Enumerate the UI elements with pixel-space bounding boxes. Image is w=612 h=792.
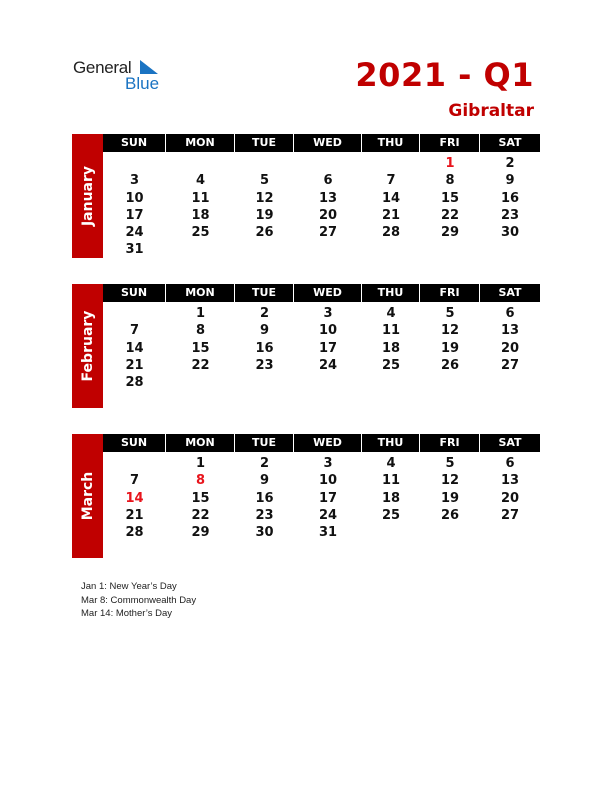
month-label-tab	[72, 434, 103, 558]
weekday-header	[103, 134, 540, 152]
week-row	[103, 455, 540, 472]
holiday-note: Mar 14: Mother’s Day	[81, 608, 172, 619]
empty-cell	[103, 305, 166, 322]
date-cell: 13	[318, 190, 338, 206]
empty-cell	[166, 155, 235, 172]
date-cell: 28	[125, 525, 144, 541]
date-cell: 8	[195, 323, 206, 339]
empty-cell	[480, 241, 540, 258]
date-cell: 14	[125, 340, 144, 356]
logo-triangle-icon	[140, 60, 158, 74]
date-cell: 5	[445, 456, 455, 471]
empty-cell	[166, 374, 235, 391]
date-cell: 2	[259, 456, 270, 471]
weekday-mon: MON	[166, 134, 235, 152]
weekday-wed: WED	[294, 134, 362, 152]
date-cell: 24	[125, 225, 144, 241]
date-cell: 5	[445, 306, 455, 321]
weekday-header	[103, 284, 540, 302]
date-cell: 24	[318, 507, 338, 523]
holiday-notes	[81, 580, 196, 621]
date-cell: 2	[505, 156, 515, 171]
weekday-tue: TUE	[235, 134, 294, 152]
date-cell: 27	[318, 225, 338, 241]
date-cell: 27	[500, 507, 520, 523]
month-name: January	[79, 165, 96, 227]
date-cell: 7	[129, 323, 140, 339]
date-cell: 17	[318, 490, 338, 506]
empty-cell	[235, 155, 294, 172]
date-cell: 18	[381, 490, 401, 506]
weekday-fri: FRI	[420, 134, 480, 152]
weekday-sat: SAT	[480, 134, 540, 152]
empty-cell	[362, 374, 420, 391]
month-name: March	[79, 471, 96, 521]
date-cell: 13	[500, 473, 520, 489]
date-cell: 15	[191, 490, 210, 506]
date-cell: 29	[440, 225, 460, 241]
weekday-mon: MON	[166, 284, 235, 302]
empty-cell	[294, 155, 362, 172]
date-cell: 18	[381, 340, 401, 356]
empty-cell	[294, 241, 362, 258]
country-name: Gibraltar	[448, 101, 534, 121]
weekday-header	[103, 434, 540, 452]
weekday-tue: TUE	[235, 284, 294, 302]
date-cell: 5	[259, 173, 270, 189]
week-row	[103, 524, 540, 541]
date-cell: 1	[195, 456, 206, 471]
week-row	[103, 207, 540, 224]
date-cell: 19	[440, 490, 460, 506]
week-row	[103, 507, 540, 524]
date-cell: 21	[125, 507, 144, 523]
date-cell: 9	[259, 323, 270, 339]
weekday-sat: SAT	[480, 434, 540, 452]
weekday-sun: SUN	[103, 284, 166, 302]
logo-text-blue: Blue	[125, 74, 160, 93]
date-cell: 8	[445, 173, 455, 189]
empty-cell	[420, 374, 480, 391]
empty-cell	[362, 524, 420, 541]
empty-cell	[420, 241, 480, 258]
month-january	[72, 134, 540, 258]
weekday-thu: THU	[362, 434, 420, 452]
date-cell: 2	[259, 306, 270, 321]
weekday-fri: FRI	[420, 284, 480, 302]
holiday-note: Mar 8: Commonwealth Day	[81, 594, 197, 606]
weekday-sun: SUN	[103, 134, 166, 152]
weekday-wed: WED	[294, 284, 362, 302]
date-cell: 28	[125, 375, 144, 391]
date-cell: 22	[191, 507, 210, 523]
date-cell: 15	[191, 340, 210, 356]
empty-cell	[103, 455, 166, 472]
date-cell: 19	[255, 207, 274, 223]
holiday-date-cell: 8	[195, 473, 206, 489]
weekday-thu: THU	[362, 284, 420, 302]
weekday-sat: SAT	[480, 284, 540, 302]
date-cell: 3	[323, 456, 333, 471]
date-cell: 11	[191, 190, 210, 206]
date-cell: 23	[255, 507, 274, 523]
date-cell: 22	[440, 207, 460, 223]
empty-cell	[420, 524, 480, 541]
date-cell: 6	[505, 306, 515, 321]
date-cell: 12	[440, 473, 460, 489]
week-row	[103, 241, 540, 258]
date-cell: 25	[381, 507, 401, 523]
date-cell: 15	[440, 190, 460, 206]
week-row	[103, 190, 540, 207]
day-grid	[103, 305, 540, 391]
weekday-fri: FRI	[420, 434, 480, 452]
month-march	[72, 434, 540, 558]
date-cell: 29	[191, 525, 210, 541]
date-cell: 12	[440, 323, 460, 339]
date-cell: 20	[500, 340, 520, 356]
empty-cell	[294, 374, 362, 391]
date-cell: 23	[255, 357, 274, 373]
month-label-tab	[72, 284, 103, 408]
date-cell: 7	[386, 173, 396, 189]
date-cell: 26	[440, 507, 460, 523]
date-cell: 28	[381, 225, 401, 241]
date-cell: 11	[381, 323, 401, 339]
week-row	[103, 322, 540, 339]
date-cell: 10	[125, 190, 144, 206]
date-cell: 11	[381, 473, 401, 489]
date-cell: 17	[125, 207, 144, 223]
date-cell: 9	[259, 473, 270, 489]
page-title: 2021 - Q1	[355, 56, 534, 94]
date-cell: 16	[255, 340, 274, 356]
date-cell: 30	[500, 225, 520, 241]
month-label-tab	[72, 134, 103, 258]
date-cell: 22	[191, 357, 210, 373]
date-cell: 26	[440, 357, 460, 373]
date-cell: 12	[255, 190, 274, 206]
week-row	[103, 172, 540, 189]
date-cell: 10	[318, 473, 338, 489]
date-cell: 3	[129, 173, 140, 189]
day-grid	[103, 455, 540, 541]
date-cell: 25	[191, 225, 210, 241]
date-cell: 4	[386, 456, 396, 471]
week-row	[103, 357, 540, 374]
date-cell: 4	[386, 306, 396, 321]
week-row	[103, 374, 540, 391]
empty-cell	[166, 241, 235, 258]
date-cell: 26	[255, 225, 274, 241]
weekday-tue: TUE	[235, 434, 294, 452]
week-row	[103, 224, 540, 241]
week-row	[103, 305, 540, 322]
date-cell: 7	[129, 473, 140, 489]
date-cell: 25	[381, 357, 401, 373]
holiday-date-cell: 1	[445, 156, 455, 171]
date-cell: 31	[125, 242, 144, 258]
date-cell: 27	[500, 357, 520, 373]
date-cell: 21	[381, 207, 401, 223]
date-cell: 24	[318, 357, 338, 373]
date-cell: 14	[381, 190, 401, 206]
empty-cell	[362, 241, 420, 258]
logo	[73, 58, 173, 98]
date-cell: 4	[195, 173, 206, 189]
date-cell: 3	[323, 306, 333, 321]
date-cell: 18	[191, 207, 210, 223]
month-february	[72, 284, 540, 408]
weekday-mon: MON	[166, 434, 235, 452]
empty-cell	[480, 524, 540, 541]
date-cell: 17	[318, 340, 338, 356]
date-cell: 31	[318, 525, 338, 541]
empty-cell	[235, 241, 294, 258]
empty-cell	[235, 374, 294, 391]
date-cell: 21	[125, 357, 144, 373]
empty-cell	[480, 374, 540, 391]
empty-cell	[103, 155, 166, 172]
date-cell: 6	[323, 173, 333, 189]
date-cell: 30	[255, 525, 274, 541]
week-row	[103, 155, 540, 172]
date-cell: 10	[318, 323, 338, 339]
date-cell: 23	[500, 207, 520, 223]
empty-cell	[362, 155, 420, 172]
week-row	[103, 472, 540, 489]
date-cell: 16	[255, 490, 274, 506]
day-grid	[103, 155, 540, 259]
date-cell: 19	[440, 340, 460, 356]
week-row	[103, 340, 540, 357]
date-cell: 9	[505, 173, 515, 189]
date-cell: 16	[500, 190, 520, 206]
holiday-note: Jan 1: New Year’s Day	[81, 581, 177, 592]
date-cell: 6	[505, 456, 515, 471]
weekday-wed: WED	[294, 434, 362, 452]
date-cell: 20	[318, 207, 338, 223]
date-cell: 1	[195, 306, 206, 321]
date-cell: 13	[500, 323, 520, 339]
weekday-thu: THU	[362, 134, 420, 152]
logo-text-general: General	[73, 58, 132, 77]
holiday-date-cell: 14	[125, 490, 144, 506]
date-cell: 20	[500, 490, 520, 506]
weekday-sun: SUN	[103, 434, 166, 452]
week-row	[103, 490, 540, 507]
month-name: February	[79, 310, 96, 382]
